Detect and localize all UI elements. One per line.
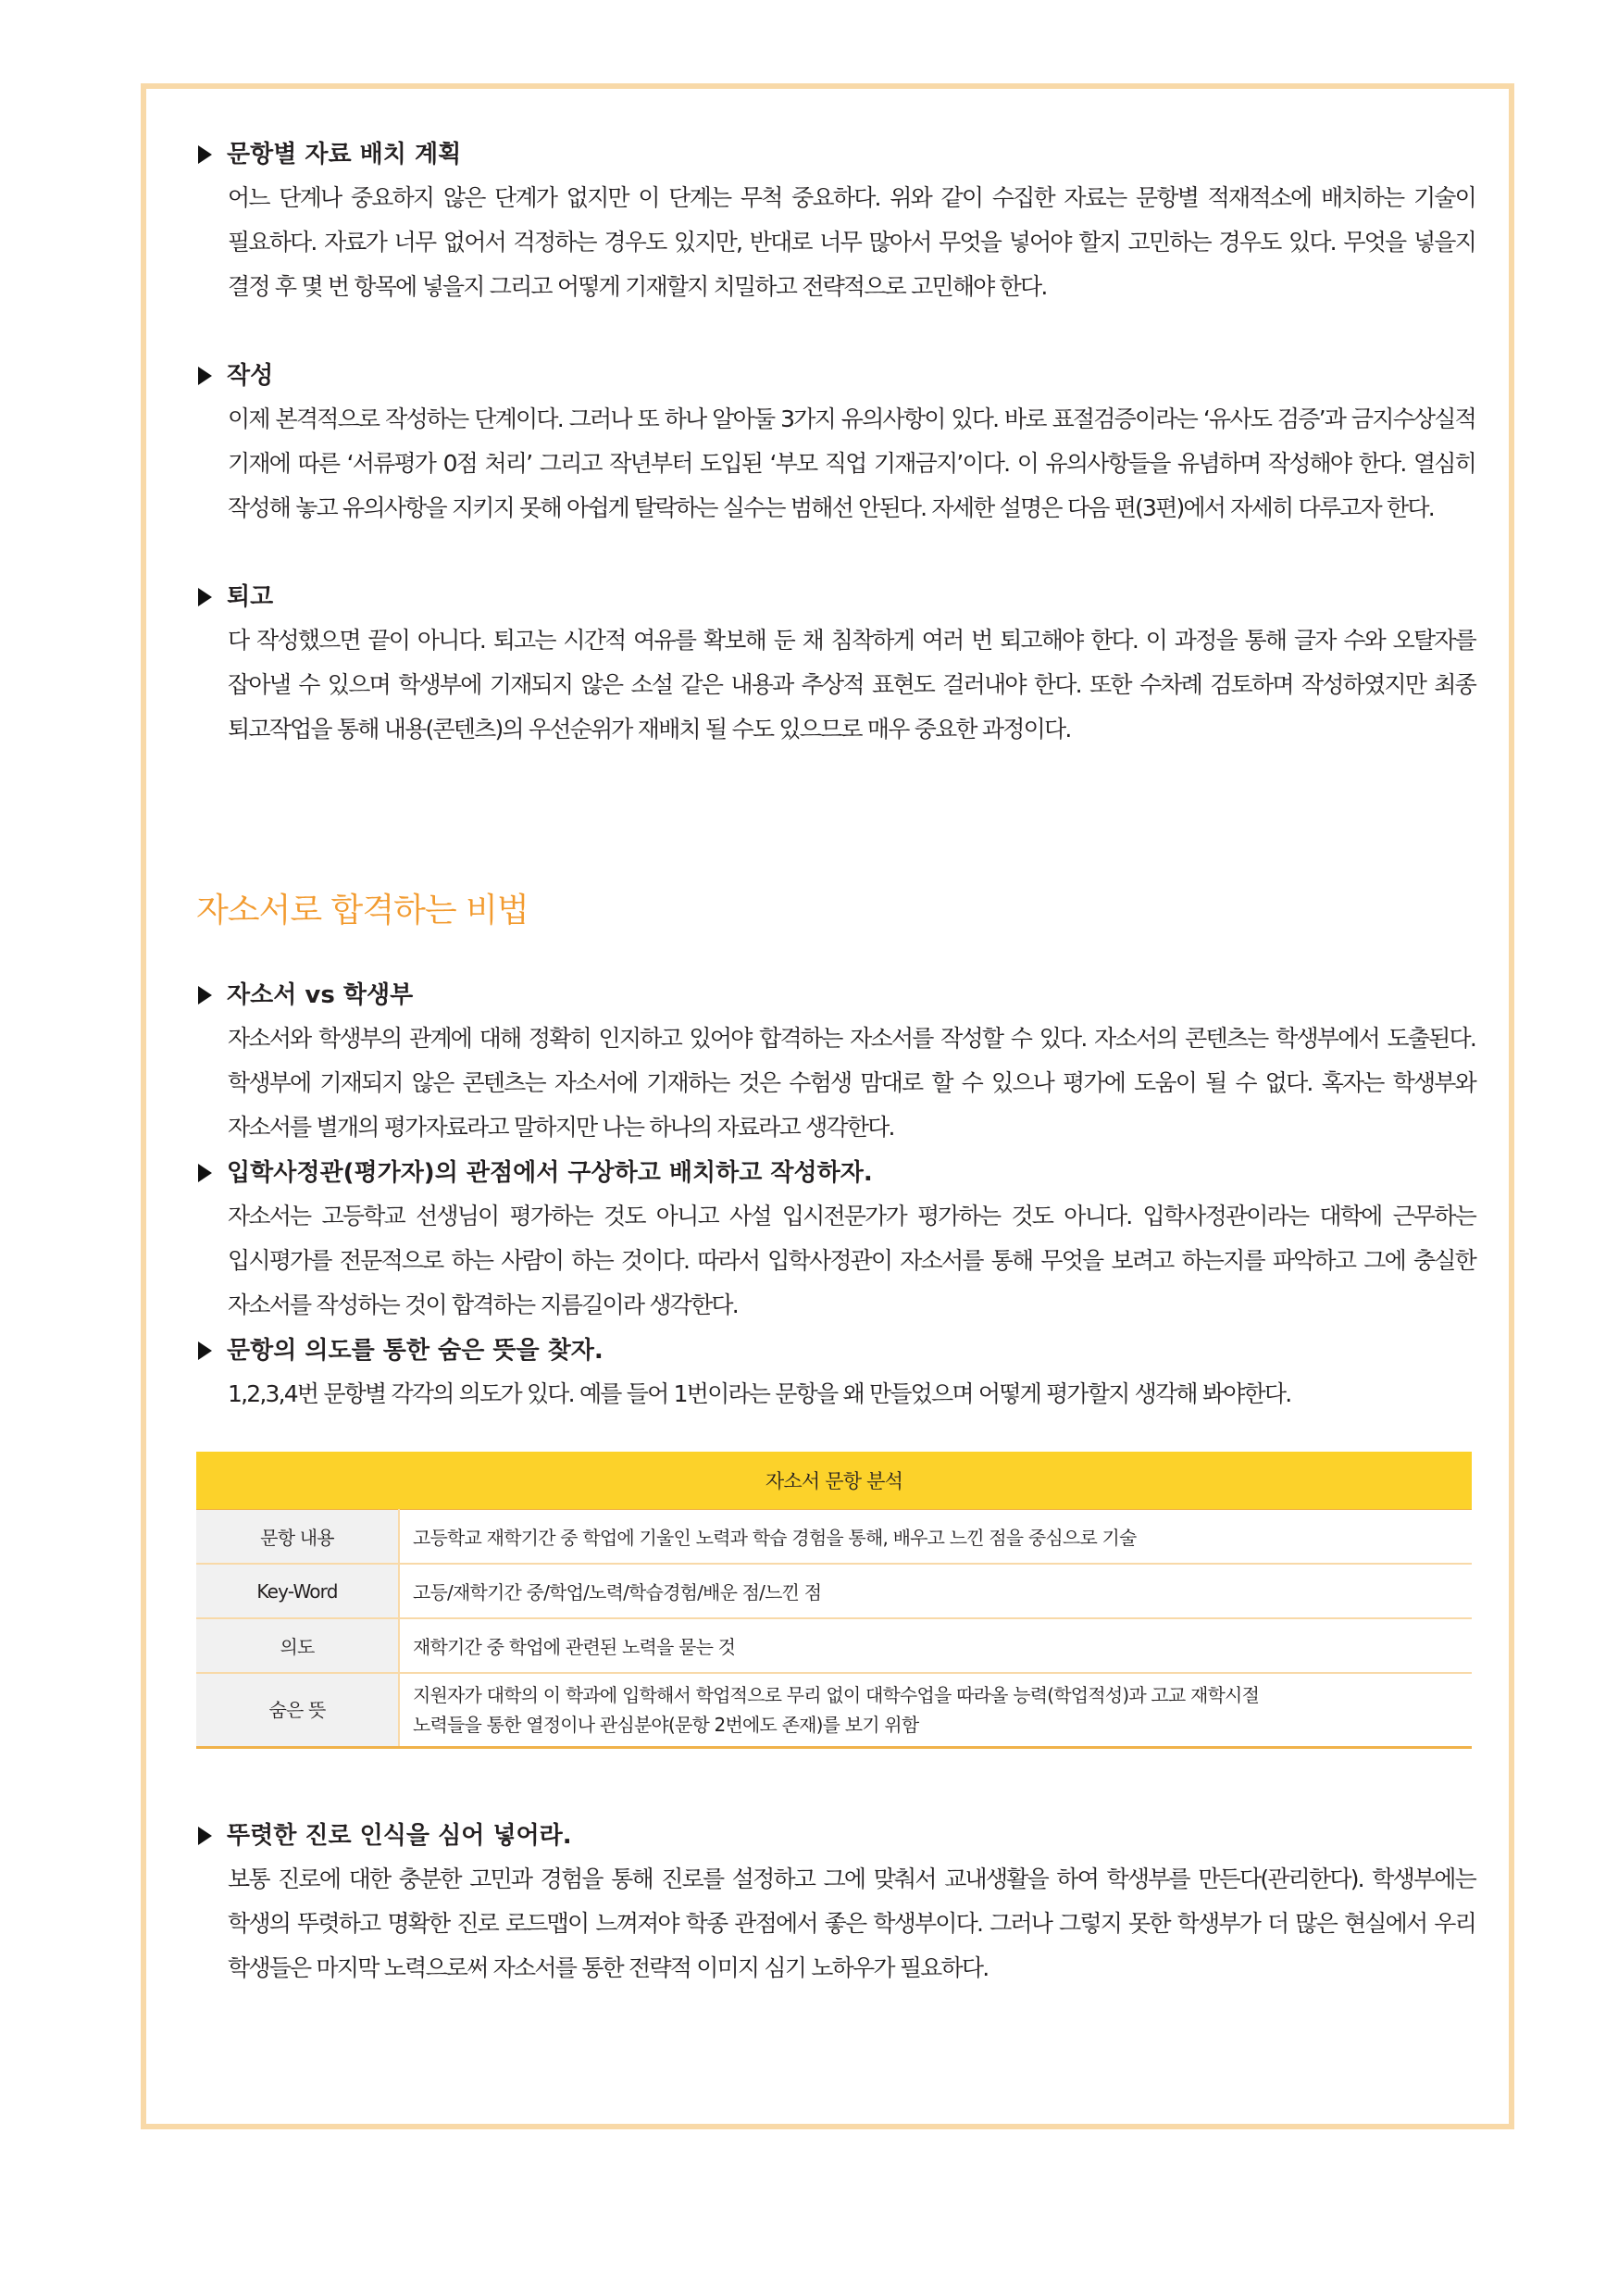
section-block-career <box>198 1815 1475 1990</box>
block-body: 어느 단계나 중요하지 않은 단계가 없지만 이 단계는 무척 중요하다. 위와 같이 수집한 자료는 문항별 적재적소에 배치하는 기술이 필요하다. 자료가 너무 없어서 걱정하는 경우도 있지만, 반대로 너무 많아서 무엇을 넣어야 할지 고민하는 경우도 있다. 무엇을 넣을지 결정 후 몇 번 항목에 넣을지 그리고 어떻게 기재할지 치밀하고 전략적으로 고민해야 한다. <box>228 184 1475 300</box>
row-key: Key-Word <box>196 1564 399 1618</box>
table-row <box>196 1673 1472 1748</box>
block-body: 자소서는 고등학교 선생님이 평가하는 것도 아니고 사설 입시전문가가 평가하는 것도 아니다. 입학사정관이라는 대학에 근무하는 입시평가를 전문적으로 하는 사람이 하는 것이다. 따라서 입학사정관이 자소서를 통해 무엇을 보려고 하는지를 파악하고 그에 충실한 자소서를 작성하는 것이 합격하는 지름길이라 생각한다. <box>228 1203 1475 1318</box>
block-heading <box>198 355 1475 397</box>
section-block-intent <box>198 1329 1475 1416</box>
row-key: 숨은 뜻 <box>196 1673 399 1748</box>
row-value: 재학기간 중 학업에 관련된 노력을 묻는 것 <box>399 1618 1472 1673</box>
row-value-line: 지원자가 대학의 이 학과에 입학해서 학업적으로 무리 없이 대학수업을 따라올 능력(학업적성)과 고교 재학시절 <box>413 1684 1260 1706</box>
triangle-bullet-icon <box>198 367 212 385</box>
block-heading <box>198 1329 1475 1372</box>
section-block-admission-officer <box>198 1152 1475 1328</box>
block-heading <box>198 576 1475 618</box>
heading-text: 작성 <box>227 362 274 390</box>
heading-text: 문항별 자료 배치 계획 <box>227 141 462 168</box>
heading-text: 뚜렷한 진로 인식을 심어 넣어라. <box>227 1822 572 1850</box>
block-body: 1,2,3,4번 문항별 각각의 의도가 있다. 예를 들어 1번이라는 문항을 왜 만들었으며 어떻게 평가할지 생각해 봐야한다. <box>228 1380 1291 1407</box>
section-block-writing <box>198 355 1475 530</box>
triangle-bullet-icon <box>198 1164 212 1182</box>
triangle-bullet-icon <box>198 1827 212 1845</box>
triangle-bullet-icon <box>198 588 212 606</box>
row-value: 고등/재학기간 중/학업/노력/학습경험/배운 점/느낀 점 <box>399 1564 1472 1618</box>
table-title: 자소서 문항 분석 <box>196 1452 1472 1510</box>
row-value: 고등학교 재학기간 중 학업에 기울인 노력과 학습 경험을 통해, 배우고 느낀 점을 중심으로 기술 <box>399 1510 1472 1565</box>
triangle-bullet-icon <box>198 1341 212 1360</box>
block-body: 자소서와 학생부의 관계에 대해 정확히 인지하고 있어야 합격하는 자소서를 작성할 수 있다. 자소서의 콘텐츠는 학생부에서 도출된다. 학생부에 기재되지 않은 콘텐츠는 자소서에 기재하는 것은 수험생 맘대로 할 수 있으나 평가에 도움이 될 수 없다. 혹자는 학생부와 자소서를 별개의 평가자료라고 말하지만 나는 하나의 자료라고 생각한다. <box>228 1025 1475 1141</box>
block-body: 보통 진로에 대한 충분한 고민과 경험을 통해 진로를 설정하고 그에 맞춰서 교내생활을 하여 학생부를 만든다(관리한다). 학생부에는 학생의 뚜렷하고 명확한 진로 로드맵이 느껴져야 학종 관점에서 좋은 학생부이다. 그러나 그렇지 못한 학생부가 더 많은 현실에서 우리 학생들은 마지막 노력으로써 자소서를 통한 전략적 이미지 심기 노하우가 필요하다. <box>228 1866 1475 1981</box>
heading-text: 퇴고 <box>227 583 274 611</box>
block-heading <box>198 974 1475 1017</box>
block-heading <box>198 133 1475 176</box>
row-value <box>399 1673 1472 1748</box>
row-key: 문항 내용 <box>196 1510 399 1565</box>
triangle-bullet-icon <box>198 986 212 1004</box>
section-block-revision <box>198 576 1475 752</box>
block-body: 다 작성했으면 끝이 아니다. 퇴고는 시간적 여유를 확보해 둔 채 침착하게 여러 번 퇴고해야 한다. 이 과정을 통해 글자 수와 오탈자를 잡아낼 수 있으며 학생부에 기재되지 않은 소설 같은 내용과 추상적 표현도 걸러내야 한다. 또한 수차례 검토하며 작성하였지만 최종 퇴고작업을 통해 내용(콘텐츠)의 우선순위가 재배치 될 수도 있으므로 매우 중요한 과정이다. <box>228 627 1475 742</box>
section-block-placement <box>198 133 1475 309</box>
section-block-vs <box>198 974 1475 1150</box>
heading-text: 자소서 vs 학생부 <box>227 981 414 1009</box>
block-heading <box>198 1815 1475 1857</box>
table-row <box>196 1618 1472 1673</box>
table-row <box>196 1564 1472 1618</box>
row-key: 의도 <box>196 1618 399 1673</box>
table-row <box>196 1510 1472 1565</box>
section-title: 자소서로 합격하는 비법 <box>196 892 529 930</box>
heading-text: 문항의 의도를 통한 숨은 뜻을 찾자. <box>227 1337 604 1365</box>
triangle-bullet-icon <box>198 145 212 164</box>
block-body: 이제 본격적으로 작성하는 단계이다. 그러나 또 하나 알아둘 3가지 유의사항이 있다. 바로 표절검증이라는 ‘유사도 검증’과 금지수상실적 기재에 따른 ‘서류평가 0점 처리’ 그리고 작년부터 도입된 ‘부모 직업 기재금지’이다. 이 유의사항들을 유념하며 작성해야 한다. 열심히 작성해 놓고 유의사항을 지키지 못해 아쉽게 탈락하는 실수는 범해선 안된다. 자세한 설명은 다음 편(3편)에서 자세히 다루고자 한다. <box>228 406 1475 521</box>
block-heading <box>198 1152 1475 1194</box>
analysis-table <box>196 1452 1472 1749</box>
row-value-line: 노력들을 통한 열정이나 관심분야(문항 2번에도 존재)를 보기 위함 <box>413 1714 919 1736</box>
heading-text: 입학사정관(평가자)의 관점에서 구상하고 배치하고 작성하자. <box>227 1159 873 1187</box>
